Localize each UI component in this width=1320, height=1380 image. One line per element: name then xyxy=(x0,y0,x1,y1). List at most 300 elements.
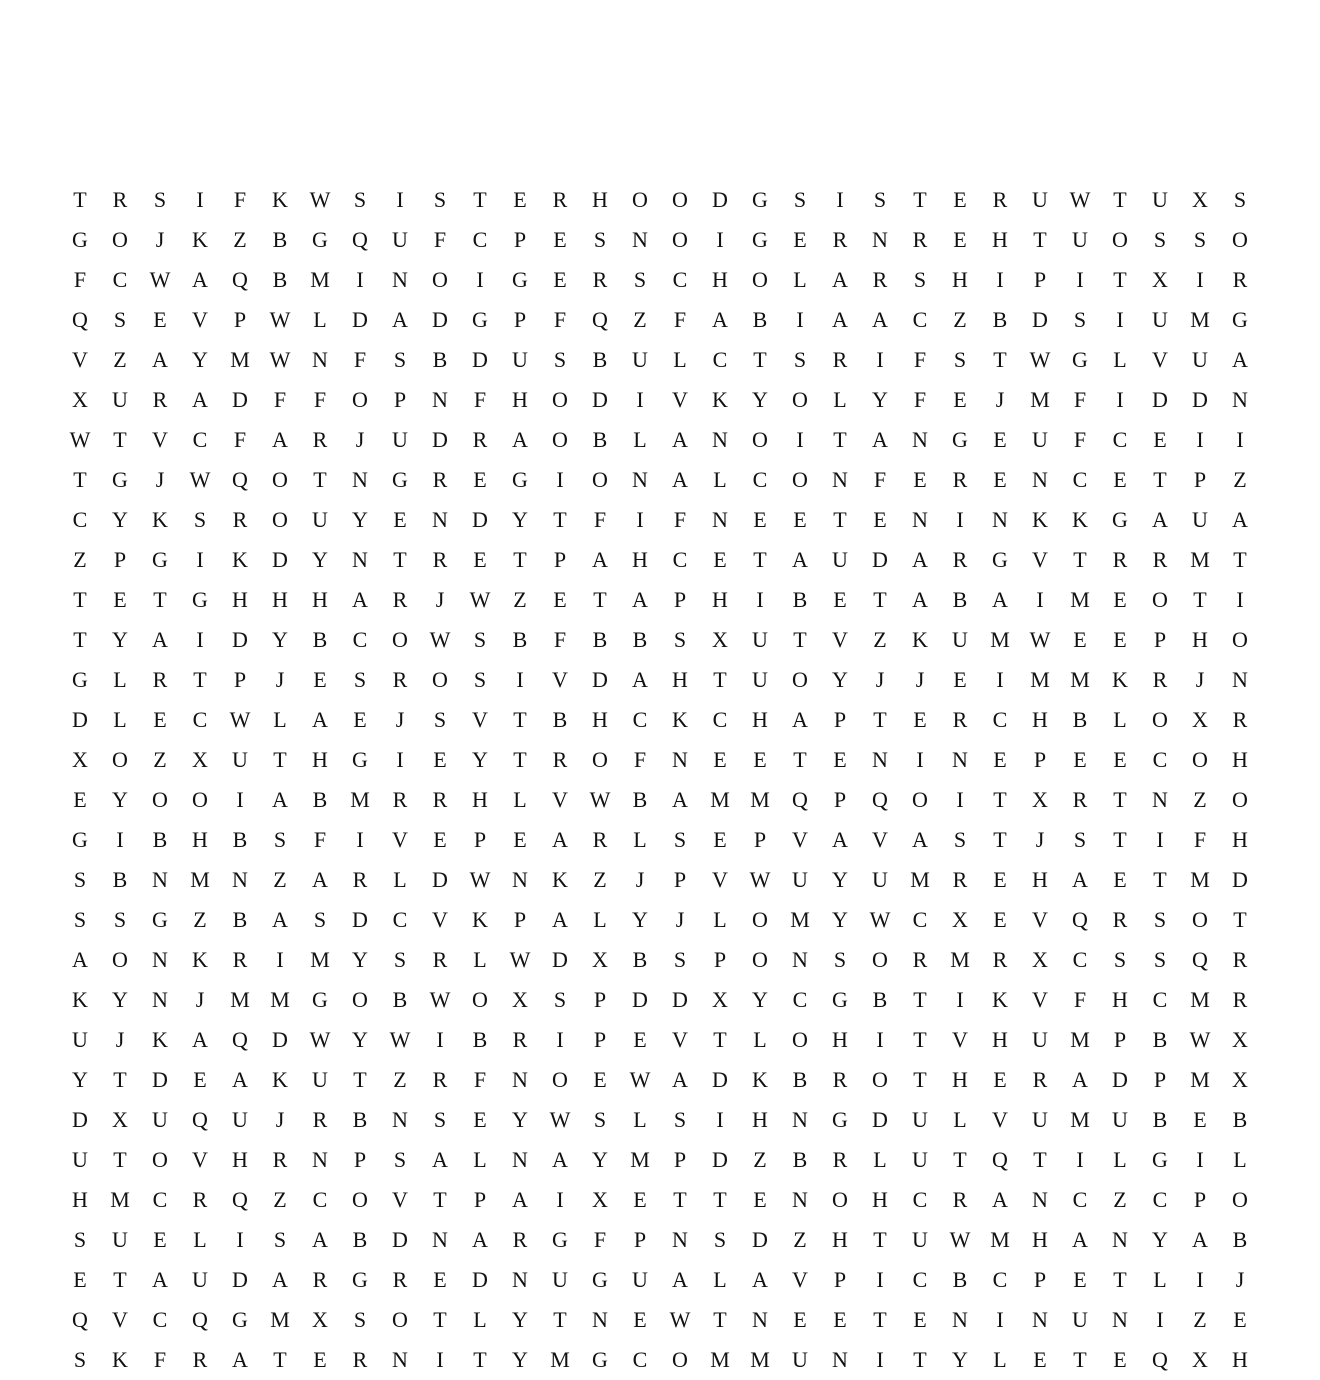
grid-cell[interactable]: K xyxy=(1032,507,1048,532)
grid-cell[interactable]: K xyxy=(272,187,288,212)
grid-cell[interactable]: V xyxy=(552,667,568,692)
grid-cell[interactable]: M xyxy=(270,1307,290,1332)
grid-cell[interactable]: R xyxy=(832,347,848,372)
grid-cell[interactable]: B xyxy=(592,427,608,452)
grid-cell[interactable]: B xyxy=(352,1107,368,1132)
grid-cell[interactable]: N xyxy=(792,1187,808,1212)
grid-cell[interactable]: H xyxy=(992,227,1008,252)
grid-cell[interactable]: O xyxy=(552,427,568,452)
grid-cell[interactable]: W xyxy=(1069,187,1091,212)
grid-cell[interactable]: J xyxy=(1035,827,1045,852)
grid-cell[interactable]: U xyxy=(1072,1307,1088,1332)
grid-cell[interactable]: M xyxy=(910,867,930,892)
grid-cell[interactable]: Q xyxy=(352,227,368,252)
grid-cell[interactable]: C xyxy=(912,307,928,332)
grid-cell[interactable]: Y xyxy=(352,947,368,972)
grid-cell[interactable]: B xyxy=(952,1267,968,1292)
grid-cell[interactable]: U xyxy=(912,1147,928,1172)
grid-cell[interactable]: B xyxy=(632,947,648,972)
grid-cell[interactable]: A xyxy=(72,947,88,972)
grid-cell[interactable]: S xyxy=(553,987,567,1012)
grid-cell[interactable]: H xyxy=(832,1027,848,1052)
grid-cell[interactable]: A xyxy=(272,427,288,452)
grid-cell[interactable]: O xyxy=(792,667,808,692)
grid-cell[interactable]: I xyxy=(276,947,284,972)
grid-cell[interactable]: F xyxy=(593,507,607,532)
grid-cell[interactable]: T xyxy=(473,1347,487,1372)
grid-cell[interactable]: Z xyxy=(233,227,247,252)
grid-cell[interactable]: P xyxy=(513,307,527,332)
grid-cell[interactable]: E xyxy=(513,187,527,212)
grid-cell[interactable]: A xyxy=(552,907,568,932)
grid-cell[interactable]: E xyxy=(993,467,1007,492)
grid-cell[interactable]: W xyxy=(589,787,611,812)
grid-cell[interactable]: P xyxy=(513,907,527,932)
grid-cell[interactable]: I xyxy=(1196,267,1204,292)
grid-cell[interactable]: W xyxy=(429,627,451,652)
grid-cell[interactable]: S xyxy=(433,707,447,732)
grid-cell[interactable]: C xyxy=(312,1187,328,1212)
grid-cell[interactable]: F xyxy=(1073,987,1087,1012)
grid-cell[interactable]: I xyxy=(1076,1147,1084,1172)
grid-cell[interactable]: E xyxy=(1113,867,1127,892)
grid-cell[interactable]: P xyxy=(1033,267,1047,292)
grid-cell[interactable]: N xyxy=(432,1227,448,1252)
grid-cell[interactable]: S xyxy=(353,187,367,212)
grid-cell[interactable]: R xyxy=(312,1267,328,1292)
grid-cell[interactable]: T xyxy=(753,547,767,572)
grid-cell[interactable]: M xyxy=(790,907,810,932)
grid-cell[interactable]: K xyxy=(192,947,208,972)
grid-cell[interactable]: C xyxy=(632,707,648,732)
grid-cell[interactable]: N xyxy=(632,227,648,252)
grid-cell[interactable]: E xyxy=(433,1267,447,1292)
grid-cell[interactable]: O xyxy=(752,947,768,972)
grid-cell[interactable]: U xyxy=(552,1267,568,1292)
grid-cell[interactable]: S xyxy=(313,907,327,932)
grid-cell[interactable]: T xyxy=(1153,867,1167,892)
grid-cell[interactable]: Y xyxy=(592,1147,608,1172)
grid-cell[interactable]: I xyxy=(1036,587,1044,612)
grid-cell[interactable]: T xyxy=(913,1067,927,1092)
grid-cell[interactable]: G xyxy=(1152,1147,1168,1172)
grid-cell[interactable]: U xyxy=(752,627,768,652)
grid-cell[interactable]: H xyxy=(312,587,328,612)
grid-cell[interactable]: I xyxy=(716,1107,724,1132)
grid-cell[interactable]: S xyxy=(1153,907,1167,932)
grid-cell[interactable]: O xyxy=(1152,587,1168,612)
grid-cell[interactable]: R xyxy=(1152,667,1168,692)
grid-cell[interactable]: N xyxy=(712,427,728,452)
grid-cell[interactable]: H xyxy=(312,747,328,772)
grid-cell[interactable]: S xyxy=(113,307,127,332)
grid-cell[interactable]: M xyxy=(750,787,770,812)
grid-cell[interactable]: O xyxy=(672,187,688,212)
grid-cell[interactable]: I xyxy=(1156,1307,1164,1332)
grid-cell[interactable]: L xyxy=(313,307,327,332)
grid-cell[interactable]: B xyxy=(312,787,328,812)
grid-cell[interactable]: E xyxy=(713,547,727,572)
grid-cell[interactable]: O xyxy=(1232,227,1248,252)
grid-cell[interactable]: A xyxy=(672,467,688,492)
grid-cell[interactable]: H xyxy=(752,707,768,732)
grid-cell[interactable]: C xyxy=(752,467,768,492)
grid-cell[interactable]: B xyxy=(152,827,168,852)
grid-cell[interactable]: A xyxy=(1072,867,1088,892)
grid-cell[interactable]: P xyxy=(633,1227,647,1252)
grid-cell[interactable]: X xyxy=(312,1307,328,1332)
grid-cell[interactable]: V xyxy=(192,1147,208,1172)
grid-cell[interactable]: P xyxy=(553,547,567,572)
grid-cell[interactable]: H xyxy=(592,187,608,212)
grid-cell[interactable]: D xyxy=(552,947,568,972)
grid-cell[interactable]: C xyxy=(912,1267,928,1292)
grid-cell[interactable]: M xyxy=(950,947,970,972)
grid-cell[interactable]: X xyxy=(1232,1067,1248,1092)
grid-cell[interactable]: R xyxy=(952,867,968,892)
grid-cell[interactable]: P xyxy=(1033,1267,1047,1292)
grid-cell[interactable]: L xyxy=(193,1227,207,1252)
grid-cell[interactable]: N xyxy=(432,507,448,532)
grid-cell[interactable]: Z xyxy=(593,867,607,892)
grid-cell[interactable]: S xyxy=(593,227,607,252)
grid-cell[interactable]: I xyxy=(236,1227,244,1252)
grid-cell[interactable]: W xyxy=(1029,347,1051,372)
grid-cell[interactable]: D xyxy=(752,1227,768,1252)
grid-cell[interactable]: R xyxy=(272,1147,288,1172)
grid-cell[interactable]: I xyxy=(876,1347,884,1372)
grid-cell[interactable]: Z xyxy=(873,627,887,652)
grid-cell[interactable]: L xyxy=(633,427,647,452)
grid-cell[interactable]: S xyxy=(793,347,807,372)
grid-cell[interactable]: V xyxy=(672,387,688,412)
grid-cell[interactable]: H xyxy=(72,1187,88,1212)
grid-cell[interactable]: T xyxy=(433,1307,447,1332)
grid-cell[interactable]: E xyxy=(633,1027,647,1052)
grid-cell[interactable]: R xyxy=(592,267,608,292)
grid-cell[interactable]: T xyxy=(873,707,887,732)
grid-cell[interactable]: X xyxy=(712,627,728,652)
grid-cell[interactable]: R xyxy=(992,947,1008,972)
grid-cell[interactable]: T xyxy=(73,627,87,652)
grid-cell[interactable]: T xyxy=(673,1187,687,1212)
grid-cell[interactable]: I xyxy=(1116,307,1124,332)
grid-cell[interactable]: E xyxy=(1113,587,1127,612)
grid-cell[interactable]: O xyxy=(1232,787,1248,812)
grid-cell[interactable]: U xyxy=(632,347,648,372)
grid-cell[interactable]: C xyxy=(1072,947,1088,972)
grid-cell[interactable]: A xyxy=(512,1187,528,1212)
grid-cell[interactable]: A xyxy=(792,547,808,572)
grid-cell[interactable]: M xyxy=(230,987,250,1012)
grid-cell[interactable]: R xyxy=(872,267,888,292)
grid-cell[interactable]: I xyxy=(1156,827,1164,852)
grid-cell[interactable]: B xyxy=(1232,1227,1248,1252)
grid-cell[interactable]: M xyxy=(1070,1027,1090,1052)
grid-cell[interactable]: A xyxy=(1192,1227,1208,1252)
grid-cell[interactable]: D xyxy=(432,867,448,892)
grid-cell[interactable]: I xyxy=(396,187,404,212)
grid-cell[interactable]: P xyxy=(353,1147,367,1172)
grid-cell[interactable]: A xyxy=(992,587,1008,612)
grid-cell[interactable]: T xyxy=(1033,1147,1047,1172)
grid-cell[interactable]: R xyxy=(1232,987,1248,1012)
grid-cell[interactable]: N xyxy=(432,387,448,412)
grid-cell[interactable]: N xyxy=(1112,1227,1128,1252)
grid-cell[interactable]: A xyxy=(312,867,328,892)
grid-cell[interactable]: T xyxy=(833,427,847,452)
grid-cell[interactable]: Z xyxy=(73,547,87,572)
grid-cell[interactable]: E xyxy=(553,227,567,252)
grid-cell[interactable]: V xyxy=(792,827,808,852)
grid-cell[interactable]: A xyxy=(872,307,888,332)
grid-cell[interactable]: E xyxy=(953,227,967,252)
grid-cell[interactable]: V xyxy=(152,427,168,452)
grid-cell[interactable]: I xyxy=(1236,427,1244,452)
grid-cell[interactable]: O xyxy=(272,467,288,492)
grid-cell[interactable]: U xyxy=(1152,187,1168,212)
grid-cell[interactable]: E xyxy=(473,467,487,492)
grid-cell[interactable]: G xyxy=(512,267,528,292)
grid-cell[interactable]: N xyxy=(792,947,808,972)
grid-cell[interactable]: R xyxy=(392,787,408,812)
grid-cell[interactable]: U xyxy=(152,1107,168,1132)
grid-cell[interactable]: S xyxy=(953,347,967,372)
grid-cell[interactable]: R xyxy=(432,547,448,572)
grid-cell[interactable]: U xyxy=(1152,307,1168,332)
grid-cell[interactable]: B xyxy=(232,827,248,852)
grid-cell[interactable]: S xyxy=(273,827,287,852)
grid-cell[interactable]: R xyxy=(432,947,448,972)
grid-cell[interactable]: W xyxy=(949,1227,971,1252)
grid-cell[interactable]: Q xyxy=(872,787,888,812)
grid-cell[interactable]: O xyxy=(272,507,288,532)
grid-cell[interactable]: S xyxy=(393,347,407,372)
grid-cell[interactable]: L xyxy=(1113,1147,1127,1172)
grid-cell[interactable]: U xyxy=(792,1347,808,1372)
grid-cell[interactable]: Y xyxy=(512,1107,528,1132)
grid-cell[interactable]: G xyxy=(232,1307,248,1332)
grid-cell[interactable]: Q xyxy=(992,1147,1008,1172)
grid-cell[interactable]: U xyxy=(1192,347,1208,372)
grid-cell[interactable]: D xyxy=(632,987,648,1012)
grid-cell[interactable]: F xyxy=(233,427,247,452)
grid-cell[interactable]: W xyxy=(629,1067,651,1092)
grid-cell[interactable]: K xyxy=(1072,507,1088,532)
grid-cell[interactable]: G xyxy=(112,467,128,492)
grid-cell[interactable]: P xyxy=(393,387,407,412)
grid-cell[interactable]: R xyxy=(432,467,448,492)
grid-cell[interactable]: E xyxy=(313,1347,327,1372)
grid-cell[interactable]: W xyxy=(549,1107,571,1132)
grid-cell[interactable]: Q xyxy=(232,1027,248,1052)
grid-cell[interactable]: C xyxy=(152,1307,168,1332)
grid-cell[interactable]: E xyxy=(913,707,927,732)
grid-cell[interactable]: U xyxy=(1032,187,1048,212)
grid-cell[interactable]: Y xyxy=(272,627,288,652)
grid-cell[interactable]: O xyxy=(392,1307,408,1332)
grid-cell[interactable]: B xyxy=(872,987,888,1012)
grid-cell[interactable]: Z xyxy=(1113,1187,1127,1212)
grid-cell[interactable]: O xyxy=(792,467,808,492)
grid-cell[interactable]: T xyxy=(513,547,527,572)
grid-cell[interactable]: I xyxy=(196,547,204,572)
grid-cell[interactable]: V xyxy=(392,1187,408,1212)
grid-cell[interactable]: T xyxy=(1033,227,1047,252)
grid-cell[interactable]: O xyxy=(672,1347,688,1372)
grid-cell[interactable]: Z xyxy=(193,907,207,932)
grid-cell[interactable]: N xyxy=(912,507,928,532)
grid-cell[interactable]: O xyxy=(552,1067,568,1092)
grid-cell[interactable]: T xyxy=(73,587,87,612)
grid-cell[interactable]: R xyxy=(192,1347,208,1372)
grid-cell[interactable]: X xyxy=(712,987,728,1012)
grid-cell[interactable]: G xyxy=(312,227,328,252)
grid-cell[interactable]: Y xyxy=(472,747,488,772)
grid-cell[interactable]: M xyxy=(990,627,1010,652)
grid-cell[interactable]: C xyxy=(1152,1187,1168,1212)
grid-cell[interactable]: U xyxy=(1072,227,1088,252)
grid-cell[interactable]: T xyxy=(993,827,1007,852)
grid-cell[interactable]: F xyxy=(153,1347,167,1372)
grid-cell[interactable]: R xyxy=(512,1227,528,1252)
grid-cell[interactable]: O xyxy=(552,387,568,412)
grid-cell[interactable]: E xyxy=(1113,1347,1127,1372)
grid-cell[interactable]: N xyxy=(952,1307,968,1332)
grid-cell[interactable]: S xyxy=(1193,227,1207,252)
grid-cell[interactable]: M xyxy=(110,1187,130,1212)
grid-cell[interactable]: I xyxy=(436,1347,444,1372)
grid-cell[interactable]: I xyxy=(1076,267,1084,292)
grid-cell[interactable]: C xyxy=(1072,467,1088,492)
grid-cell[interactable]: I xyxy=(916,747,924,772)
grid-cell[interactable]: G xyxy=(832,1107,848,1132)
grid-cell[interactable]: B xyxy=(312,627,328,652)
grid-cell[interactable]: C xyxy=(712,347,728,372)
grid-cell[interactable]: S xyxy=(793,187,807,212)
grid-cell[interactable]: M xyxy=(1070,667,1090,692)
grid-cell[interactable]: A xyxy=(352,587,368,612)
grid-cell[interactable]: R xyxy=(552,187,568,212)
grid-cell[interactable]: A xyxy=(432,1147,448,1172)
grid-cell[interactable]: Z xyxy=(393,1067,407,1092)
grid-cell[interactable]: A xyxy=(472,1227,488,1252)
grid-cell[interactable]: Z xyxy=(793,1227,807,1252)
grid-cell[interactable]: N xyxy=(152,987,168,1012)
grid-cell[interactable]: D xyxy=(472,347,488,372)
grid-cell[interactable]: O xyxy=(112,947,128,972)
grid-cell[interactable]: S xyxy=(1153,947,1167,972)
grid-cell[interactable]: D xyxy=(352,307,368,332)
grid-cell[interactable]: D xyxy=(1152,387,1168,412)
grid-cell[interactable]: H xyxy=(1232,1347,1248,1372)
grid-cell[interactable]: S xyxy=(473,667,487,692)
grid-cell[interactable]: G xyxy=(152,547,168,572)
grid-cell[interactable]: L xyxy=(1113,347,1127,372)
grid-cell[interactable]: O xyxy=(632,187,648,212)
grid-cell[interactable]: Q xyxy=(192,1307,208,1332)
grid-cell[interactable]: P xyxy=(1113,1027,1127,1052)
grid-cell[interactable]: E xyxy=(553,587,567,612)
grid-cell[interactable]: V xyxy=(1032,907,1048,932)
grid-cell[interactable]: B xyxy=(592,347,608,372)
grid-cell[interactable]: O xyxy=(432,267,448,292)
grid-cell[interactable]: J xyxy=(635,867,645,892)
grid-cell[interactable]: K xyxy=(1112,667,1128,692)
grid-cell[interactable]: D xyxy=(712,1067,728,1092)
grid-cell[interactable]: O xyxy=(792,387,808,412)
grid-cell[interactable]: Y xyxy=(752,987,768,1012)
grid-cell[interactable]: N xyxy=(832,467,848,492)
grid-cell[interactable]: H xyxy=(712,587,728,612)
grid-cell[interactable]: U xyxy=(312,507,328,532)
grid-cell[interactable]: E xyxy=(793,227,807,252)
grid-cell[interactable]: G xyxy=(72,227,88,252)
grid-cell[interactable]: N xyxy=(1032,1187,1048,1212)
grid-cell[interactable]: E xyxy=(393,507,407,532)
grid-cell[interactable]: E xyxy=(833,747,847,772)
grid-cell[interactable]: F xyxy=(1073,387,1087,412)
grid-cell[interactable]: S xyxy=(273,1227,287,1252)
grid-cell[interactable]: N xyxy=(1032,467,1048,492)
grid-cell[interactable]: L xyxy=(393,867,407,892)
grid-cell[interactable]: R xyxy=(952,1187,968,1212)
grid-cell[interactable]: E xyxy=(793,507,807,532)
grid-cell[interactable]: E xyxy=(793,1307,807,1332)
grid-cell[interactable]: F xyxy=(313,827,327,852)
grid-cell[interactable]: T xyxy=(1233,547,1247,572)
grid-cell[interactable]: C xyxy=(472,227,488,252)
grid-cell[interactable]: V xyxy=(832,627,848,652)
grid-cell[interactable]: D xyxy=(232,387,248,412)
grid-cell[interactable]: E xyxy=(633,1187,647,1212)
grid-cell[interactable]: B xyxy=(592,627,608,652)
grid-cell[interactable]: E xyxy=(633,1307,647,1332)
grid-cell[interactable]: I xyxy=(556,467,564,492)
grid-cell[interactable]: S xyxy=(73,867,87,892)
grid-cell[interactable]: G xyxy=(952,427,968,452)
grid-cell[interactable]: R xyxy=(232,947,248,972)
grid-cell[interactable]: R xyxy=(1232,707,1248,732)
grid-cell[interactable]: W xyxy=(229,707,251,732)
grid-cell[interactable]: I xyxy=(356,267,364,292)
grid-cell[interactable]: H xyxy=(232,1147,248,1172)
grid-cell[interactable]: M xyxy=(1190,547,1210,572)
grid-cell[interactable]: B xyxy=(472,1027,488,1052)
grid-cell[interactable]: E xyxy=(353,707,367,732)
grid-cell[interactable]: G xyxy=(472,307,488,332)
grid-cell[interactable]: E xyxy=(753,1187,767,1212)
grid-cell[interactable]: H xyxy=(472,787,488,812)
grid-cell[interactable]: S xyxy=(393,1147,407,1172)
grid-cell[interactable]: H xyxy=(1032,707,1048,732)
grid-cell[interactable]: U xyxy=(952,627,968,652)
grid-cell[interactable]: T xyxy=(473,187,487,212)
grid-cell[interactable]: G xyxy=(1232,307,1248,332)
grid-cell[interactable]: R xyxy=(1232,947,1248,972)
grid-cell[interactable]: A xyxy=(232,1067,248,1092)
grid-cell[interactable]: F xyxy=(233,187,247,212)
grid-cell[interactable]: T xyxy=(1073,547,1087,572)
grid-cell[interactable]: C xyxy=(992,707,1008,732)
grid-cell[interactable]: R xyxy=(352,1347,368,1372)
grid-cell[interactable]: U xyxy=(392,427,408,452)
grid-cell[interactable]: J xyxy=(915,667,925,692)
grid-cell[interactable]: N xyxy=(712,507,728,532)
grid-cell[interactable]: W xyxy=(469,867,491,892)
grid-cell[interactable]: P xyxy=(833,787,847,812)
grid-cell[interactable]: A xyxy=(672,1067,688,1092)
